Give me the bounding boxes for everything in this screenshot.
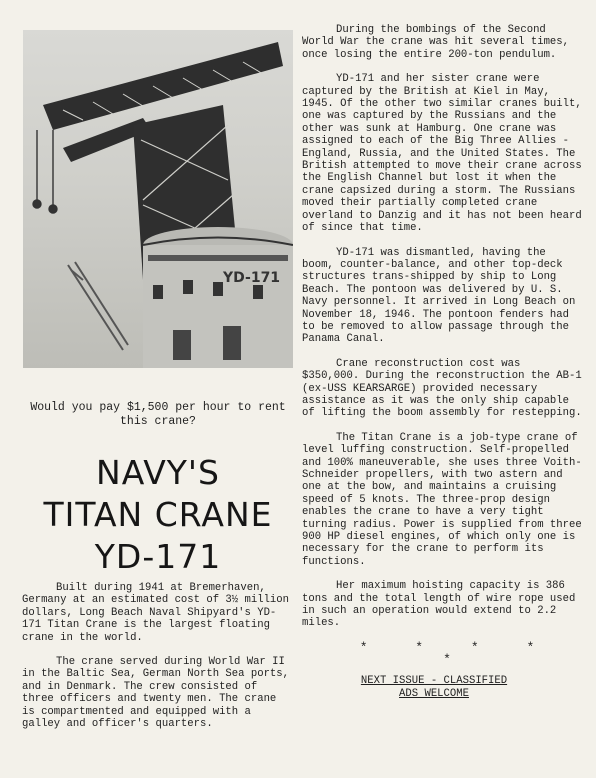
paragraph: YD-171 and her sister crane were captured by the British at Kiel in May, 1945. Of the other two similar cranes built, one was captured by the Russians and the other was sunk at Hamburg. One crane was assigned to each of the Big Three Allies - England, Russia, and the United States. The British attempted to move their crane across the English Channel but lost it when the crane capsized during a storm. The Russians moved their partially completed crane overland to Danzig and it has not been heard of since that time. — [302, 73, 582, 235]
left-column — [22, 582, 294, 742]
pontoon-hull-label: YD-171 — [223, 270, 281, 286]
crane-pontoon — [143, 227, 293, 368]
star-divider: * * * * * — [359, 639, 555, 668]
crane-photo — [23, 30, 293, 368]
photo-caption: Would you pay $1,500 per hour to rent this crane? — [30, 401, 286, 428]
headline — [20, 452, 296, 578]
paragraph: Built during 1941 at Bremerhaven, Germany at an estimated cost of 3½ million dollars, Long Beach Naval Shipyard's YD-171 Titan Crane is the largest floating crane in the world. — [22, 582, 290, 644]
paragraph: Crane reconstruction cost was $350,000. During the reconstruction the AB-1 (ex-USS KEARSARGE) provided necessary assistance as it was the only ship capable of lifting the boom assembly for restepping. — [302, 357, 582, 420]
crane-hooks — [33, 130, 57, 213]
next-issue-line-2: ADS WELCOME — [399, 687, 469, 700]
next-issue-notice — [354, 675, 514, 701]
paragraph: The crane served during World War II in the Baltic Sea, German North Sea ports, and in Denmark. The crew consisted of three officers and twenty men. The crane is compartmented and equipped with a galley and officer's quarters. — [22, 656, 290, 731]
crane-illustration — [23, 30, 293, 368]
paragraph: During the bombings of the Second World War the crane was hit several times, once losing the entire 200-ton pendulum. — [302, 24, 570, 61]
right-column — [302, 24, 582, 701]
headline-line-1: NAVY'S — [96, 453, 220, 492]
background-crane — [68, 262, 128, 350]
paragraph: Her maximum hoisting capacity is 386 tons and the total length of wire rope used in such an operation would extend to 2.2 miles. — [302, 580, 576, 630]
next-issue-line-1: NEXT ISSUE - CLASSIFIED — [360, 674, 508, 687]
headline-line-2: TITAN CRANE — [43, 495, 273, 534]
headline-line-3: YD-171 — [94, 537, 222, 576]
paragraph: The Titan Crane is a job-type crane of level luffing construction. Self-propelled and 100% maneuverable, she uses three Voith-Schneider propellers, with two astern and one at the bow, and maintains a cruising speed of 5 knots. The three-prop design enables the crane to have a very tight turning radius. Power is supplied from three 900 HP diesel engines, of which only one is necessary for the crane to perform its functions. — [302, 431, 582, 568]
paragraph: YD-171 was dismantled, having the boom, counter-balance, and other top-deck structures trans-shipped by ship to Long Beach. The pontoon was delivered by U. S. Navy personnel. It arrived in Long Beach on November 18, 1946. The pontoon fenders had to be removed to allow passage through the Panama Canal. — [302, 246, 576, 346]
